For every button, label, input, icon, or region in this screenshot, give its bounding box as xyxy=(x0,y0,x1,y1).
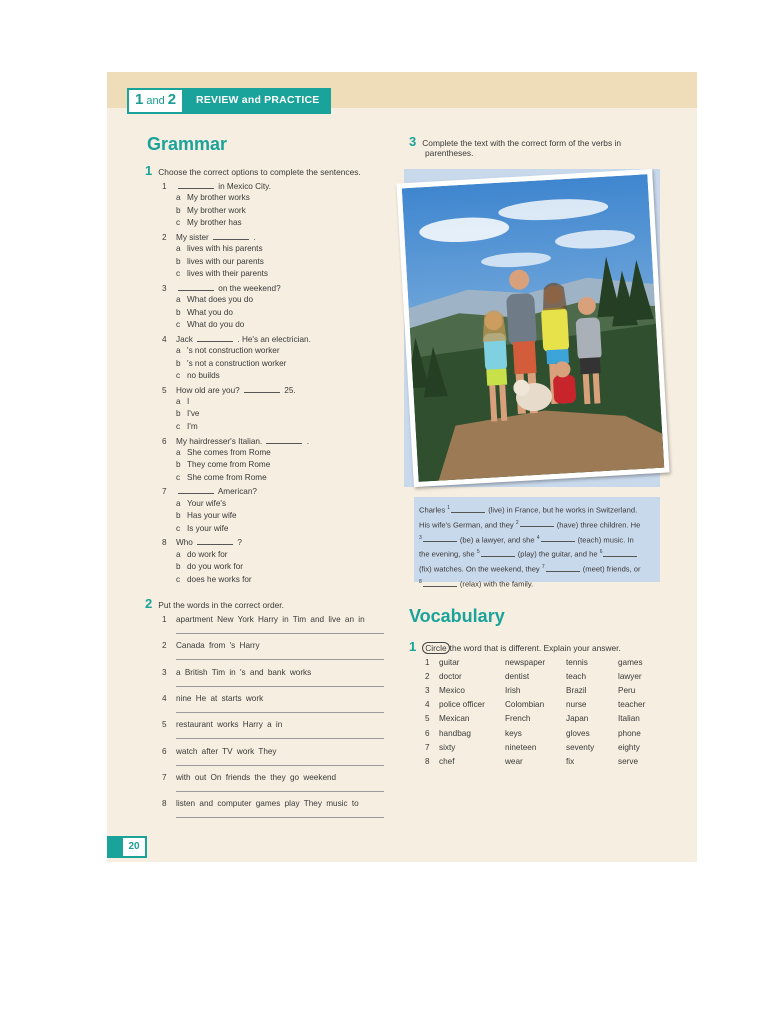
vocabulary-word[interactable]: chef xyxy=(439,756,455,766)
vocabulary-word[interactable]: lawyer xyxy=(618,672,642,682)
vocabulary-title: Vocabulary xyxy=(409,606,505,626)
grammar-question: 5 How old are you? 25. xyxy=(162,385,296,395)
answer-line[interactable] xyxy=(176,633,384,634)
answer-option[interactable]: a She comes from Rome xyxy=(176,447,271,457)
vocabulary-word[interactable]: doctor xyxy=(439,672,462,682)
answer-option[interactable]: b What you do xyxy=(176,307,233,317)
answer-blank[interactable] xyxy=(451,505,485,513)
answer-blank[interactable] xyxy=(603,549,637,557)
answer-blank[interactable] xyxy=(423,579,457,587)
vocabulary-word[interactable]: French xyxy=(505,714,531,724)
answer-blank[interactable] xyxy=(178,180,214,189)
vocabulary-word[interactable]: Mexican xyxy=(439,714,470,724)
vocabulary-word[interactable]: eighty xyxy=(618,742,640,752)
answer-option[interactable]: a I xyxy=(176,397,190,406)
answer-blank[interactable] xyxy=(266,435,302,444)
answer-blank[interactable] xyxy=(541,534,575,542)
answer-option[interactable]: a What does you do xyxy=(176,295,253,305)
answer-option[interactable]: c My brother has xyxy=(176,218,242,228)
answer-blank[interactable] xyxy=(520,519,554,527)
word-order-question: 6 watch after TV work They xyxy=(162,746,277,756)
answer-line[interactable] xyxy=(176,738,384,739)
answer-line[interactable] xyxy=(176,712,384,713)
vocabulary-word[interactable]: Brazil xyxy=(566,686,587,696)
vocabulary-word[interactable]: handbag xyxy=(439,728,471,738)
vocabulary-word[interactable]: teach xyxy=(566,672,587,682)
vocabulary-word[interactable]: Mexico xyxy=(439,686,465,696)
family-hiking-photo-image xyxy=(402,174,665,482)
vocabulary-word[interactable]: keys xyxy=(505,728,522,738)
answer-blank[interactable] xyxy=(481,549,515,557)
vocabulary-word[interactable]: Italian xyxy=(618,714,640,724)
grammar-question: 6 My hairdresser's Italian. . xyxy=(162,436,310,446)
vocabulary-word[interactable]: Colombian xyxy=(505,700,545,710)
answer-option[interactable]: b Has your wife xyxy=(176,511,237,521)
answer-option[interactable]: c Is your wife xyxy=(176,523,229,533)
vocabulary-word[interactable]: nurse xyxy=(566,700,587,710)
vocabulary-word[interactable]: fix xyxy=(566,756,575,766)
answer-option[interactable]: b My brother work xyxy=(176,205,246,215)
grammar-question: 7 American? xyxy=(162,487,257,497)
answer-line[interactable] xyxy=(176,765,384,766)
answer-option[interactable]: a do work for xyxy=(176,549,228,559)
vocabulary-word[interactable]: games xyxy=(618,658,643,667)
circle-word: Circle xyxy=(422,642,449,654)
word-order-question: 5 restaurant works Harry a in xyxy=(162,720,283,730)
answer-blank[interactable] xyxy=(197,333,233,342)
workbook-page: 1 and 2 REVIEW and PRACTICE Grammar 1 Choose the correct options to complete the sentences. 1 in Mexico City. a My brother works b My brother work c My brother has 2 My sister . a lives with his parents b lives with our parents c lives with their parents 3 on the weekend? a What does you do b What you do c What do you do 4 Jack . He's an electrician. a 's not construction worker b 's not a construction worker c no builds 5 How old are you? 25. a I b I've c I'm 6 My hairdresser's Italian. . a She comes from Rome b They come from Rome c She come from Rome 7 American? a Your wife's b Has your wife c Is your wife 8 Who ? a do work for b do you work for c does he works for 2 Put the words in the correct order. 1 apartment New York Harry in Tim and live an in 2 Canada from 's Harry 3 a British Tim in 's and bank works 4 nine He at starts work 5 restaurant works Harry a in 6 watch after TV work They 7 with out On friends the they go weekend 8 listen and computer games play They music to 3 Complete the text with the correct form of the verbs in parentheses. Charles $^1$ (live) in France, but he works in Switzerland. His wife's German, and they $^2$ (have) three children. He $^3$ (be) a lawyer, and she $^4$ (teach) music. In the evening, she $^5$ (play) the guitar, and he $^6$ (fix) watches. On the weekend, they $^7$ (meet) friends, or $^8$ (relax) with the family. Vocabulary 1 Circle the word that is different. Explain your answer. 1 guitar newspaper tennis games 2 doctor dentist teach lawyer 3 Mexico Irish Brazil Peru 4 police officer Colombian nurse teacher 5 Mexican French Japan Italian 6 handbag keys gloves phone 7 sixty nineteen seventy eighty 8 chef wear fix serve 20 xyxy=(107,72,697,862)
ex3-instruction: 3 Complete the text with the correct form of the verbs in xyxy=(409,134,621,149)
answer-option[interactable]: c lives with their parents xyxy=(176,269,268,279)
word-order-question: 7 with out On friends the they go weekend xyxy=(162,772,337,782)
answer-option[interactable]: c What do you do xyxy=(176,320,245,329)
answer-option[interactable]: a My brother works xyxy=(176,193,250,203)
grammar-ex2-instruction: 2 Put the words in the correct order. xyxy=(145,596,284,611)
vocabulary-word[interactable]: dentist xyxy=(505,672,530,682)
unit-and: and xyxy=(146,95,165,107)
answer-option[interactable]: a lives with his parents xyxy=(176,244,263,254)
vocabulary-word[interactable]: sixty xyxy=(439,742,456,752)
unit-badge xyxy=(127,88,331,114)
vocabulary-ex1-instruction: 1 Circle the word that is different. Explain your answer. xyxy=(409,639,621,654)
answer-option[interactable]: a 's not construction worker xyxy=(176,346,280,356)
answer-option[interactable]: b They come from Rome xyxy=(176,460,271,470)
page-number: 20 xyxy=(121,836,147,858)
vocabulary-word[interactable]: newspaper xyxy=(505,658,546,667)
answer-blank[interactable] xyxy=(546,564,580,572)
vocabulary-word[interactable]: gloves xyxy=(566,728,590,738)
answer-option[interactable]: b lives with our parents xyxy=(176,256,264,266)
word-order-question: 4 nine He at starts work xyxy=(162,693,264,703)
answer-line[interactable] xyxy=(176,817,384,818)
grammar-ex1-instruction: 1 Choose the correct options to complete the sentences. xyxy=(145,163,361,178)
vocabulary-word[interactable]: seventy xyxy=(566,742,595,752)
vocabulary-word[interactable]: police officer xyxy=(439,700,485,710)
answer-blank[interactable] xyxy=(178,282,214,291)
grammar-question: 1 in Mexico City. xyxy=(162,182,271,191)
grammar-question: 4 Jack . He's an electrician. xyxy=(162,334,311,344)
word-order-question: 3 a British Tim in 's and bank works xyxy=(162,667,312,677)
answer-line[interactable] xyxy=(176,659,384,660)
answer-option[interactable]: c I'm xyxy=(176,421,198,431)
story-text: Charles $^1$ (live) in France, but he works in Switzerland. His wife's German, and they $^2$ (have) three children. He $^3$ (be) a lawyer, and she $^4$ (teach) music. In the evening, she $^5$ (play) the guitar, and he $^6$ (fix) watches. On the weekend, they $^7$ (meet) friends, or $^8$ (relax) with the family. xyxy=(419,505,641,589)
answer-blank[interactable] xyxy=(423,534,457,542)
word-order-question: 2 Canada from 's Harry xyxy=(162,641,260,651)
answer-option[interactable]: a Your wife's xyxy=(176,498,227,508)
answer-option[interactable]: b do you work for xyxy=(176,562,243,572)
vocabulary-word[interactable]: teacher xyxy=(618,700,646,710)
unit-number-b: 2 xyxy=(167,91,177,108)
answer-option[interactable]: c does he works for xyxy=(176,574,252,584)
vocabulary-word[interactable]: Irish xyxy=(505,686,521,696)
answer-line[interactable] xyxy=(176,686,384,687)
vocabulary-word[interactable]: phone xyxy=(618,728,641,738)
vocabulary-word[interactable]: guitar xyxy=(439,658,460,667)
answer-blank[interactable] xyxy=(178,485,214,494)
vocabulary-word[interactable]: wear xyxy=(505,756,523,766)
answer-line[interactable] xyxy=(176,791,384,792)
grammar-question: 3 on the weekend? xyxy=(162,283,281,293)
vocabulary-word[interactable]: Peru xyxy=(618,686,636,696)
answer-option[interactable]: b 's not a construction worker xyxy=(176,358,287,368)
answer-option[interactable]: b I've xyxy=(176,409,200,419)
answer-option[interactable]: c no builds xyxy=(176,370,220,380)
answer-blank[interactable] xyxy=(197,536,233,545)
grammar-question: 2 My sister . xyxy=(162,232,256,242)
family-photo xyxy=(396,169,669,487)
grammar-question: 8 Who ? xyxy=(162,538,242,548)
answer-blank[interactable] xyxy=(244,384,280,393)
vocabulary-word[interactable]: Japan xyxy=(566,714,589,724)
vocabulary-word[interactable]: serve xyxy=(618,756,639,766)
answer-option[interactable]: c She come from Rome xyxy=(176,472,267,482)
vocabulary-word[interactable]: nineteen xyxy=(505,742,537,752)
vocabulary-word[interactable]: tennis xyxy=(566,658,588,667)
ex3-instruction-line2: parentheses. xyxy=(425,148,474,158)
word-order-question: 8 listen and computer games play They music to xyxy=(162,799,359,809)
unit-title: REVIEW and PRACTICE xyxy=(196,94,320,106)
grammar-title: Grammar xyxy=(147,134,228,154)
unit-number-a: 1 xyxy=(135,91,144,108)
answer-blank[interactable] xyxy=(213,231,249,240)
word-order-question: 1 apartment New York Harry in Tim and live an in xyxy=(162,615,365,624)
